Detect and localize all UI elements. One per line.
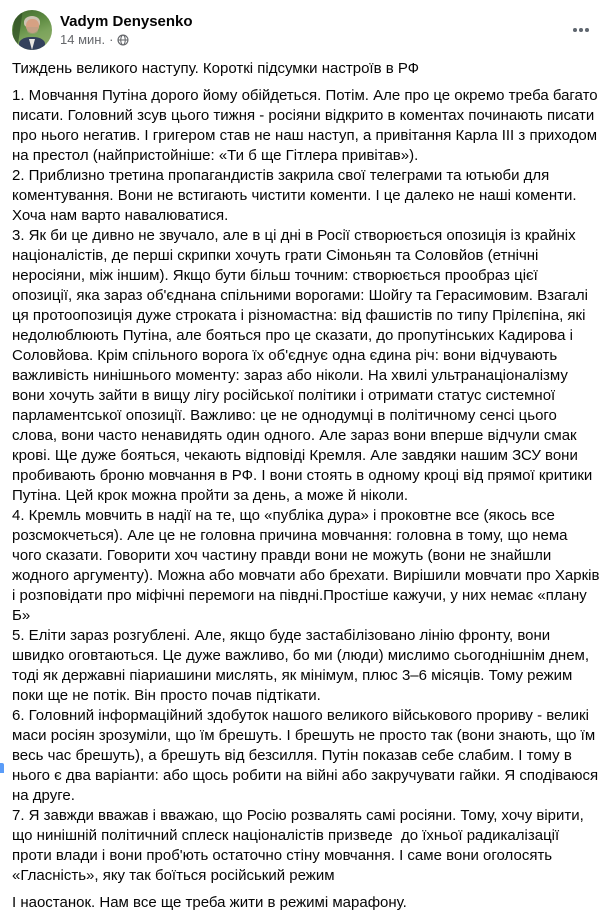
post-items — [12, 86, 608, 886]
post-item: 3. Як би це дивно не звучало, але в ці дні в Росії створюється опозиція із крайніх націоналістів, де перші скрипки хочуть грати Сімоньян та Соловйов (етнічні неросіяни, між іншим). Якщо бути більш точним: створюється прообраз цієї опозиції, яка зараз об'єднана спільними ворогами: Шойгу та Герасимовим. Взагалі ця протоопозиція дуже строката і різномастна: від фашистів по типу Прілєпіна, які недолюблюють Путіна, але бояться про це сказати, до пропутінських Кадирова і Соловйова. Крім спільного ворога їх об'єднує одна єдина річ: вони відчувають важливість нинішнього моменту: зараз або ніколи. На хвилі ультранаціоналізму вони хочуть зайти в вищу лігу російської політики і отримати статус системної парламентської опозиції. Важливо: це не однодумці в політичному сенсі цього слова, вони часто ненавидять один одного. Але зараз вони вперше відчули смак крові. Ще дуже бояться, чекають відповіді Кремля. Але завдяки нашим ЗСУ вони пробивають броню мовчання в РФ. І вони стоять в одному кроці від прямої критики Путіна. Цей крок можна пройти за день, а може й ніколи. — [12, 227, 597, 504]
avatar-photo-shape — [27, 27, 38, 34]
author-name-link[interactable]: Vadym Denysenko — [60, 13, 193, 30]
post-item: 6. Головний інформаційний здобуток нашого великого військового прориву - великі маси росіян зрозуміли, що їм брешуть. І брешуть не просто так (вони знають, що їм весь час брешуть), а брешуть від безсилля. Путін показав себе слабим. І тому в нього є два варіанти: або щось робити на війні або закручувати гайки. Я сподіваюся на друге. — [12, 707, 603, 804]
post-header — [0, 0, 613, 50]
post-item: 4. Кремль мовчить в надії на те, що «публіка дура» і проковтне все (якось все розсмокчеться). Але це не головна причина мовчання: головна в тому, що нема чого сказати. Говорити хоч частину правди вони не можуть (вони не знайшли жодного аргументу). Можна або мовчати або брехати. Вирішили мовчати про Харків і розповідати про міфічні перемоги на півдні.Простіше кажучи, у них немає «плану Б» — [12, 507, 608, 624]
globe-icon — [117, 34, 129, 46]
post-text — [0, 50, 613, 913]
post-item: 2. Приблизно третина пропагандистів закрила свої телеграми та ютьюби для коментування. Вони не встигають чистити коменти. І це далеко не наші коменти. Хоча нам варто навалюватися. — [12, 167, 581, 224]
post-item: 1. Мовчання Путіна дорого йому обійдеться. Потім. Але про це окремо треба багато писати. Головний зсув цього тижня - росіяни відкрито в коментах починають писати про нього негатив. І григером став не наш наступ, а привітання Карла ІІІ з приходом на престол (найпристойніше: «Ти б ще Гітлера привітав»). — [12, 87, 602, 164]
more-options-button[interactable] — [565, 14, 597, 46]
clipped-ui-fragment — [0, 763, 4, 773]
avatar[interactable] — [12, 10, 52, 50]
post-outro: І наостанок. Нам все ще треба жити в режимі марафону. — [12, 894, 407, 911]
ellipsis-icon — [585, 28, 589, 32]
post-item: 7. Я завжди вважав і вважаю, що Росію розвалять самі росіяни. Тому, хочу вірити, що нинішній політичний сплеск націоналістів призведе до їхньої радикалізації проти влади і вони проб'ють остаточно стіну мовчання. І саме вони оголосять «Гласність», яку так боїться російський режим — [12, 807, 588, 884]
post-intro: Тиждень великого наступу. Короткі підсумки настроїв в РФ — [12, 60, 420, 77]
post-item: 5. Еліти зараз розгублені. Але, якщо буде застабілізовано лінію фронту, вони швидко оговтаються. Це дуже важливо, бо ми (люди) мислимо сьогоднішнім днем, тоді як державні піариашини мислять, як мінімум, плюс 3–6 місяців. Тому режим поки ще не потік. Він просто почав підтікати. — [12, 627, 594, 704]
timestamp-link[interactable]: 14 мин. — [60, 32, 106, 47]
post-meta — [60, 32, 565, 48]
meta-separator: · — [109, 32, 114, 47]
post-header-info — [60, 10, 565, 48]
ellipsis-icon — [573, 28, 577, 32]
ellipsis-icon — [579, 28, 583, 32]
